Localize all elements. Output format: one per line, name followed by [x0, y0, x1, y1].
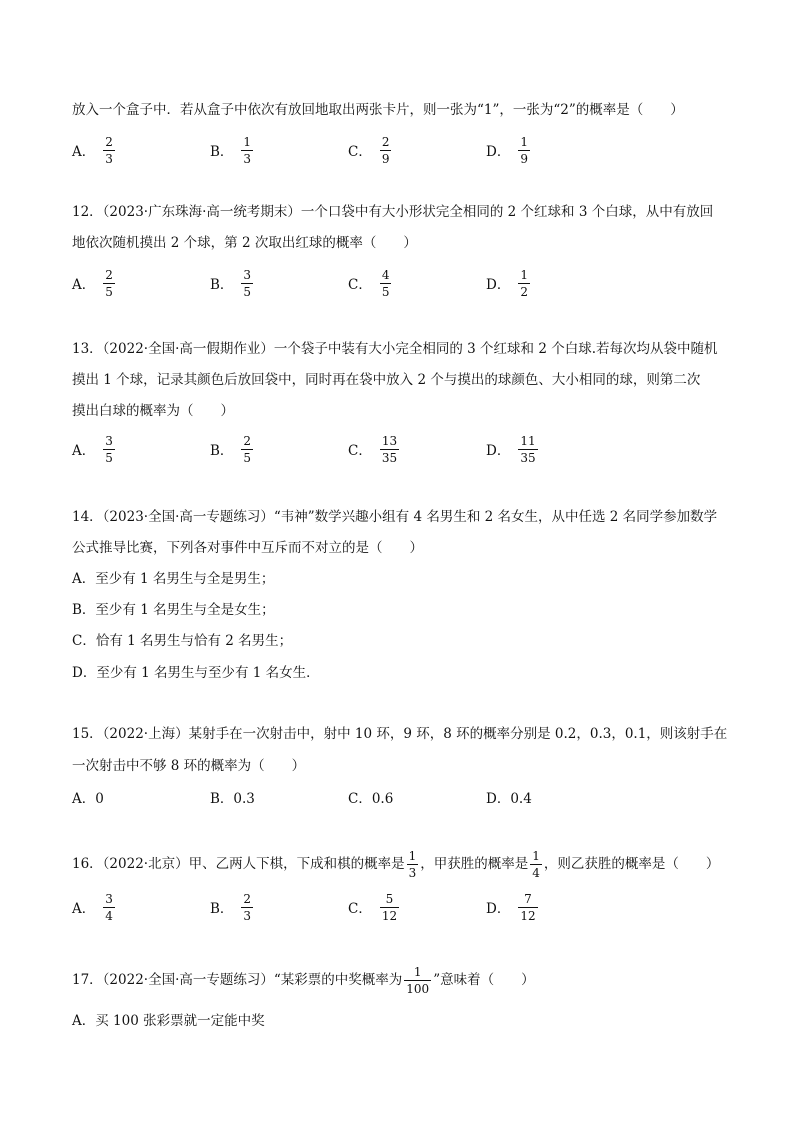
option-b: B． $\frac{2}{3}$ [210, 891, 252, 923]
question-16-options [72, 887, 722, 927]
question-15-options [72, 777, 722, 817]
question-17-stem: 17．（2022·全国·高一专题练习）“某彩票的中奖概率为 $\frac{1}{100}$ ”意味着（ ） [72, 964, 535, 996]
question-14-option-d: D．至少有 1 名男生与至少有 1 名女生． [72, 665, 320, 681]
question-13-line2: 摸出 1 个球，记录其颜色后放回袋中，同时再在袋中放入 2 个与摸出的球颜色、大小相同的球，则第二次 [72, 372, 701, 388]
question-16-stem: 16．（2022·北京）甲、乙两人下棋，下成和棋的概率是 $\frac{1}{3}$ ，甲获胜的概率是 $\frac{1}{4}$ ，则乙获胜的概率是（ ） [72, 848, 720, 880]
question-15-line1: 15．（2022·上海）某射手在一次射击中，射中 10 环，9 环，8 环的概率分别是 0.2，0.3，0.1，则该射手在 [72, 726, 728, 742]
option-c: C． $\frac{5}{12}$ [348, 891, 398, 923]
question-12-line1: 12．（2023·广东珠海·高一统考期末）一个口袋中有大小形状完全相同的 2 个红球和 3 个白球，从中有放回 [72, 204, 714, 220]
option-b: B．0.3 [210, 791, 255, 807]
option-d: D． $\frac{11}{35}$ [486, 433, 536, 465]
question-15-line2: 一次射击中不够 8 环的概率为（ ） [72, 758, 306, 774]
option-d: D． $\frac{1}{2}$ [486, 267, 528, 299]
option-b: B． $\frac{2}{5}$ [210, 433, 252, 465]
option-b: B． $\frac{1}{3}$ [210, 134, 252, 166]
option-a: A． $\frac{3}{5}$ [72, 433, 113, 465]
option-a: A． $\frac{3}{4}$ [72, 891, 113, 923]
option-c: C． $\frac{4}{5}$ [348, 267, 390, 299]
option-a: A．0 [72, 791, 104, 807]
option-c: C． $\frac{13}{35}$ [348, 433, 398, 465]
option-d: D．0.4 [486, 791, 532, 807]
question-13-line1: 13．（2022·全国·高一假期作业）一个袋子中装有大小完全相同的 3 个红球和 2 个白球.若每次均从袋中随机 [72, 341, 718, 357]
option-c: C． $\frac{2}{9}$ [348, 134, 390, 166]
question-14-line1: 14．（2023·全国·高一专题练习）“韦神”数学兴趣小组有 4 名男生和 2 名女生，从中任选 2 名同学参加数学 [72, 509, 718, 525]
question-13-options [72, 429, 722, 469]
question-13-line3: 摸出白球的概率为（ ） [72, 403, 234, 419]
option-d: D． $\frac{7}{12}$ [486, 891, 536, 923]
question-cont-text: 放入一个盒子中．若从盒子中依次有放回地取出两张卡片，则一张为“1”，一张为“2”的概率是（ ） [72, 102, 684, 118]
question-14-option-c: C．恰有 1 名男生与恰有 2 名男生； [72, 633, 293, 649]
question-14-option-a: A．至少有 1 名男生与全是男生； [72, 571, 275, 587]
option-a: A． $\frac{2}{5}$ [72, 267, 113, 299]
option-b: B． $\frac{3}{5}$ [210, 267, 252, 299]
question-12-line2: 地依次随机摸出 2 个球，第 2 次取出红球的概率（ ） [72, 235, 417, 251]
question-cont-options [72, 130, 722, 170]
option-d: D． $\frac{1}{9}$ [486, 134, 528, 166]
question-17-option-a: A．买 100 张彩票就一定能中奖 [72, 1013, 265, 1029]
question-14-option-b: B．至少有 1 名男生与全是女生； [72, 602, 275, 618]
option-a: A． $\frac{2}{3}$ [72, 134, 113, 166]
option-c: C．0.6 [348, 791, 394, 807]
question-14-line2: 公式推导比赛，下列各对事件中互斥而不对立的是（ ） [72, 540, 423, 556]
question-12-options [72, 263, 722, 303]
